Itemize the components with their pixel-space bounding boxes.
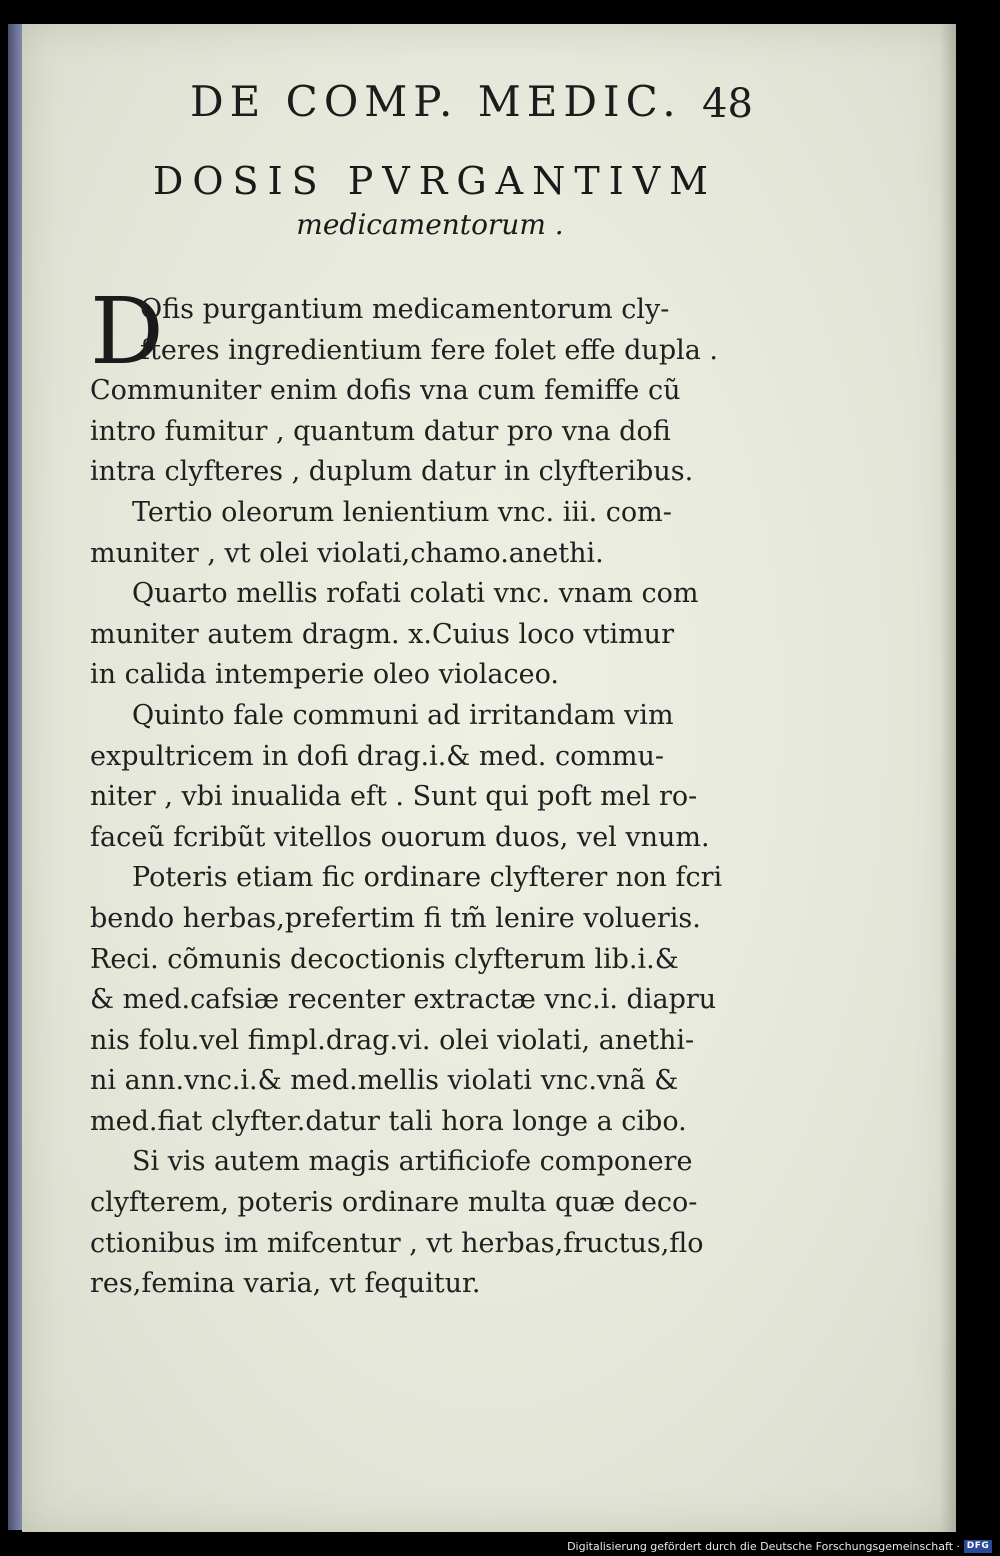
- text-line: clyfterem, poteris ordinare multa quæ deco-: [90, 1187, 698, 1219]
- text-line: intro fumitur , quantum datur pro vna dofi: [90, 415, 671, 447]
- text-line: Quinto fale communi ad irritandam vim: [132, 699, 674, 731]
- text-line: bendo herbas,prefertim fi tm̃ lenire volueris.: [90, 902, 701, 934]
- text-line: res,femina varia, vt fequitur.: [90, 1268, 481, 1300]
- text-line: in calida intemperie oleo violaceo.: [90, 659, 559, 691]
- running-head: [190, 72, 753, 132]
- text-line: Ofis purgantium medicamentorum cly-: [140, 294, 670, 325]
- page-number: 48: [702, 81, 753, 127]
- text-line: Si vis autem magis artificiofe componere: [132, 1146, 693, 1178]
- text-line: med.fiat clyfter.datur tali hora longe a cibo.: [90, 1105, 687, 1137]
- section-title-line-1: DOSIS PVRGANTIVM: [152, 159, 718, 203]
- text-line: ni ann.vnc.i.& med.mellis violati vnc.vnã &: [90, 1065, 679, 1097]
- page-right-shadow: [940, 24, 956, 1532]
- text-line: Communiter enim dofis vna cum femiffe cũ: [90, 375, 681, 407]
- text-line: muniter , vt olei violati,chamo.anethi.: [90, 537, 604, 569]
- text-line: Tertio oleorum lenientium vnc. iii. com-: [132, 496, 672, 528]
- text-line: nis folu.vel fimpl.drag.vi. olei violati, anethi-: [90, 1024, 695, 1056]
- text-line: Reci. cõmunis decoctionis clyfterum lib.i.&: [90, 943, 679, 975]
- text-line: fteres ingredientium fere folet effe dupla .: [140, 334, 718, 366]
- text-line: ctionibus im mifcentur , vt herbas,fructus,flo: [90, 1227, 704, 1259]
- text-line: faceũ fcribũt vitellos ouorum duos, vel vnum.: [90, 821, 710, 853]
- running-head-title: DE COMP. MEDIC.: [190, 77, 682, 126]
- text-line: Quarto mellis rofati colati vnc. vnam com: [132, 578, 699, 610]
- text-line: Poteris etiam fic ordinare clyfterer non fcri: [132, 862, 723, 894]
- text-line: muniter autem dragm. x.Cuius loco vtimur: [90, 618, 674, 650]
- body-text: [90, 290, 758, 1305]
- text-line: expultricem in dofi drag.i.& med. commu-: [90, 740, 665, 772]
- funding-notice: Digitalisierung gefördert durch die Deutsche Forschungsgemeinschaft ·: [567, 1540, 960, 1553]
- section-title: [90, 158, 770, 244]
- text-line: & med.cafsiæ recenter extractæ vnc.i. diapru: [90, 984, 717, 1016]
- text-line: intra clyfteres , duplum datur in clyfteribus.: [90, 456, 694, 488]
- section-title-line-2: medicamentorum .: [296, 208, 564, 241]
- text-line: niter , vbi inualida eft . Sunt qui poft mel ro-: [90, 781, 698, 813]
- drop-cap-initial: D: [90, 278, 164, 385]
- dfg-logo-icon[interactable]: DFG: [964, 1540, 992, 1553]
